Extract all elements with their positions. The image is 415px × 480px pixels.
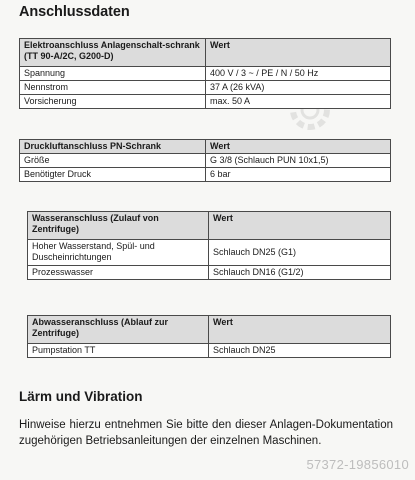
table-header-row xyxy=(20,39,391,67)
table-cell: Spannung xyxy=(20,67,206,81)
table-header-cell: Wert xyxy=(206,39,391,67)
table-cell: Größe xyxy=(20,154,206,168)
compressed-air-table xyxy=(19,139,391,182)
table-cell: Nennstrom xyxy=(20,81,206,95)
table-cell: Schlauch DN25 xyxy=(209,344,391,358)
table-row xyxy=(20,95,391,109)
table-cell: Prozesswasser xyxy=(28,266,209,280)
table-cell: G 3/8 (Schlauch PUN 10x1,5) xyxy=(206,154,391,168)
table-cell: 37 A (26 kVA) xyxy=(206,81,391,95)
water-supply-table xyxy=(27,211,391,280)
table-header-cell: Wert xyxy=(209,212,391,240)
table-header-row xyxy=(28,212,391,240)
table-row xyxy=(20,81,391,95)
table-cell: Vorsicherung xyxy=(20,95,206,109)
table-header-cell: Abwasseranschluss (Ablauf zur Zentrifuge) xyxy=(28,316,209,344)
table-cell: max. 50 A xyxy=(206,95,391,109)
electrical-connection-table xyxy=(19,38,391,109)
table-cell: 400 V / 3 ~ / PE / N / 50 Hz xyxy=(206,67,391,81)
table-cell: Schlauch DN25 (G1) xyxy=(209,240,391,266)
table-header-cell: Wert xyxy=(209,316,391,344)
table-row xyxy=(20,154,391,168)
page-title: Anschlussdaten xyxy=(19,4,130,20)
section-paragraph: Hinweise hierzu entnehmen Sie bitte den dieser Anlagen-Dokumentation zugehörigen Betriebsanleitungen der einzelnen Maschinen. xyxy=(19,419,393,447)
table-header-cell: Wert xyxy=(206,140,391,154)
table-cell: Schlauch DN16 (G1/2) xyxy=(209,266,391,280)
table-header-cell: Elektroanschluss Anlagenschalt-schrank (TT 90-A/2C, G200-D) xyxy=(20,39,206,67)
table-row xyxy=(20,67,391,81)
table-cell: 6 bar xyxy=(206,168,391,182)
table-header-row xyxy=(28,316,391,344)
table-header-cell: Druckluftanschluss PN-Schrank xyxy=(20,140,206,154)
listing-id: 57372-19856010 xyxy=(306,457,409,472)
table-row xyxy=(28,344,391,358)
table-cell: Hoher Wasserstand, Spül- und Duscheinrichtungen xyxy=(28,240,209,266)
table-row xyxy=(20,168,391,182)
section-heading: Lärm und Vibration xyxy=(19,389,143,404)
table-row xyxy=(28,240,391,266)
table-row xyxy=(28,266,391,280)
table-header-row xyxy=(20,140,391,154)
waste-water-table xyxy=(27,315,391,358)
table-cell: Pumpstation TT xyxy=(28,344,209,358)
table-cell: Benötigter Druck xyxy=(20,168,206,182)
table-header-cell: Wasseranschluss (Zulauf von Zentrifuge) xyxy=(28,212,209,240)
